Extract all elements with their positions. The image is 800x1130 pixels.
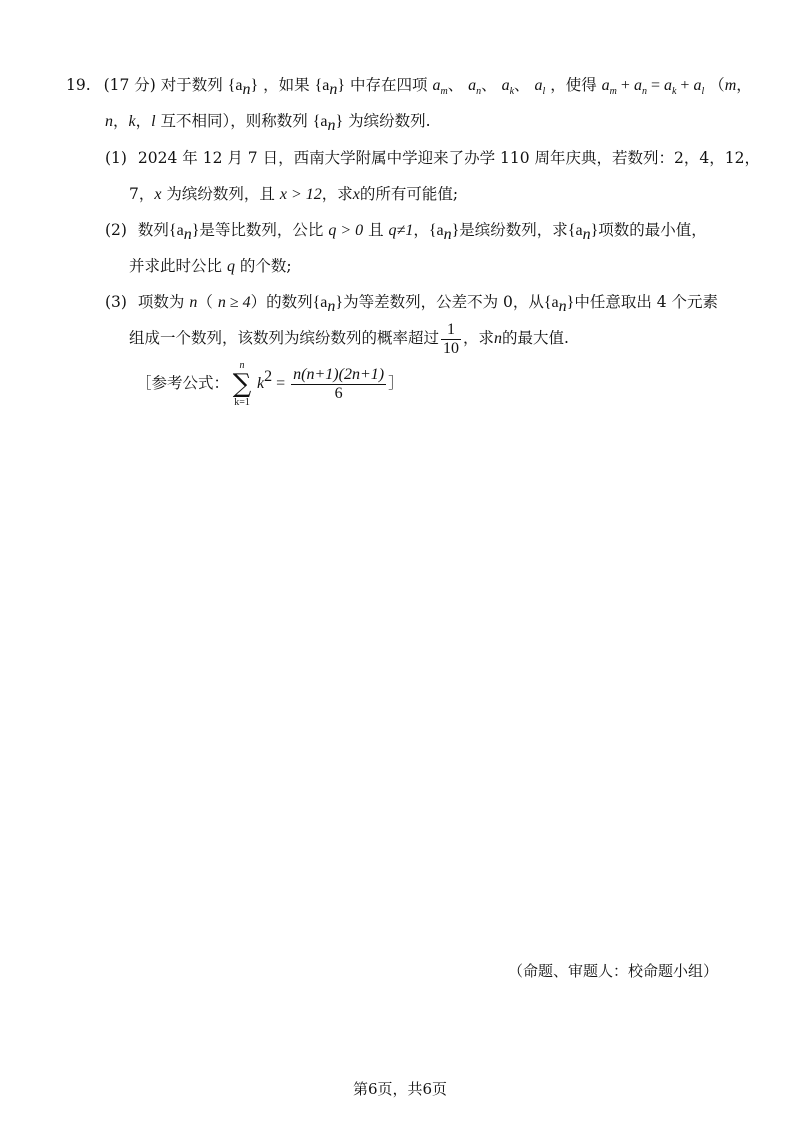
var-k: k (128, 113, 136, 130)
part3-line-2 (129, 318, 569, 359)
seq-an: $\{a_n\}$ (567, 222, 599, 243)
sum-body: $k^2$ (257, 368, 273, 392)
part2-text: 并求此时公比 (129, 257, 223, 275)
condition-q: q > 0 (328, 222, 364, 239)
part3-text: 中任意取出 4 个元素 (574, 293, 719, 311)
var-n: n (189, 294, 198, 311)
part1-line-1 (105, 147, 760, 169)
part3-text: 为等差数列，公差不为 0，从 (343, 293, 544, 311)
question-number: 19. (66, 76, 91, 94)
page-footer: 第6页，共6页 (352, 1080, 448, 1098)
question-score: (17 分) (103, 76, 156, 94)
part3-line-1 (105, 291, 718, 314)
part1-text: 7， (129, 185, 155, 203)
sum-fraction: $\frac{n(n+1)(2n+1)}{6}$ (293, 365, 385, 402)
part3-text: 项数为 (137, 293, 185, 311)
var-x: x (154, 186, 162, 203)
part3-text: （ (197, 293, 213, 311)
part3-label: (3) (105, 293, 127, 311)
var-m: m (724, 77, 737, 94)
part2-text: 项数的最小值， (598, 221, 707, 239)
condition-q-ne: q≠1 (388, 222, 414, 239)
term-am: $a_m$ (432, 77, 448, 97)
var-x: x (352, 186, 360, 203)
part3-text: ）的数列 (250, 293, 313, 311)
seq-an: $\{a_n\}$ (312, 113, 344, 134)
stem-text: ，使得 (550, 76, 597, 94)
part2-line-2 (129, 255, 292, 278)
seq-an: $\{a_n\}$ (312, 294, 344, 315)
part2-text: 是等比数列，公比 (199, 221, 324, 239)
part1-text: ，求 (321, 185, 353, 203)
var-q: q (226, 258, 235, 275)
part3-text: 的最大值. (502, 329, 569, 347)
part2-label: (2) (105, 221, 127, 239)
probability-fraction: $\frac{1}{10}$ (443, 320, 460, 357)
part1-line-2 (129, 183, 458, 206)
part2-text: 的个数; (239, 257, 292, 275)
author-note: （命题、审题人：校命题小组） (508, 962, 719, 980)
stem-text: 对于数列 (160, 76, 223, 94)
part2-text: 是缤纷数列，求 (459, 221, 568, 239)
var-l: l (151, 113, 156, 130)
seq-an: $\{a_n\}$ (543, 294, 575, 315)
stem-text: ，如果 (263, 76, 310, 94)
seq-an: $\{a_n\}$ (168, 222, 200, 243)
var-n: n (105, 113, 113, 130)
term-an: $a_n$ (468, 77, 482, 97)
part2-text: 且 (368, 221, 384, 239)
term-al: $a_l$ (534, 77, 546, 97)
var-n: n (494, 330, 503, 347)
seq-an: $\{a_n\}$ (428, 222, 460, 243)
part2-line-1: (2) 数列$\{a_n\}$是等比数列，公比 q > 0 且 q≠1，$\{a_n\}$是缤纷数列，求$\{a_n\}$项数的最小值， (105, 221, 707, 243)
part1-text: 的所有可能值; (359, 185, 459, 203)
stem-text: 为缤纷数列. (348, 112, 431, 130)
stem-text: 互不相同），则称数列 (160, 112, 308, 130)
part2-text: 数列 (137, 221, 169, 239)
reference-open: ［参考公式： (136, 374, 230, 392)
part3-text: 组成一个数列，该数列为缤纷数列的概率超过 (129, 329, 440, 347)
question-stem-line-1: 19. (17 分) 对于数列 $\{a_n\}$ ，如果 $\{a_n\}$ 中存在四项 $a_m$、 $a_n$、 $a_k$、 $a_l$ ，使得 $a_m + a_n = a_k + a_l$ （m， (66, 76, 752, 98)
stem-text: （ (709, 76, 725, 94)
part1-text: 为缤纷数列，且 (166, 185, 275, 203)
reference-close: ］ (388, 374, 404, 392)
sum-symbol: n ∑ k=1 (232, 359, 252, 408)
question-stem-line-2: n，k，l 互不相同），则称数列 $\{a_n\}$ 为缤纷数列. (105, 112, 431, 134)
seq-an: $\{a_n\}$ (227, 77, 259, 98)
term-ak: $a_k$ (501, 77, 515, 97)
seq-an: $\{a_n\}$ (314, 77, 346, 98)
part1-text: 2024 年 12 月 7 日，西南大学附属中学迎来了办学 110 周年庆典，若数列：2，4，12， (137, 149, 760, 167)
stem-text: 中存在四项 (350, 76, 428, 94)
condition-n: n ≥ 4 (217, 294, 251, 311)
equation: $a_m + a_n = a_k + a_l$ (601, 77, 705, 97)
reference-formula: ［参考公式： n ∑ k=1 $k^2$ = $\frac{n(n+1)(2n+1)}{6}$ ］ (136, 359, 404, 408)
condition-x: x > 12 (279, 186, 322, 203)
part1-label: (1) (105, 149, 127, 167)
part3-text: ，求 (463, 329, 495, 347)
